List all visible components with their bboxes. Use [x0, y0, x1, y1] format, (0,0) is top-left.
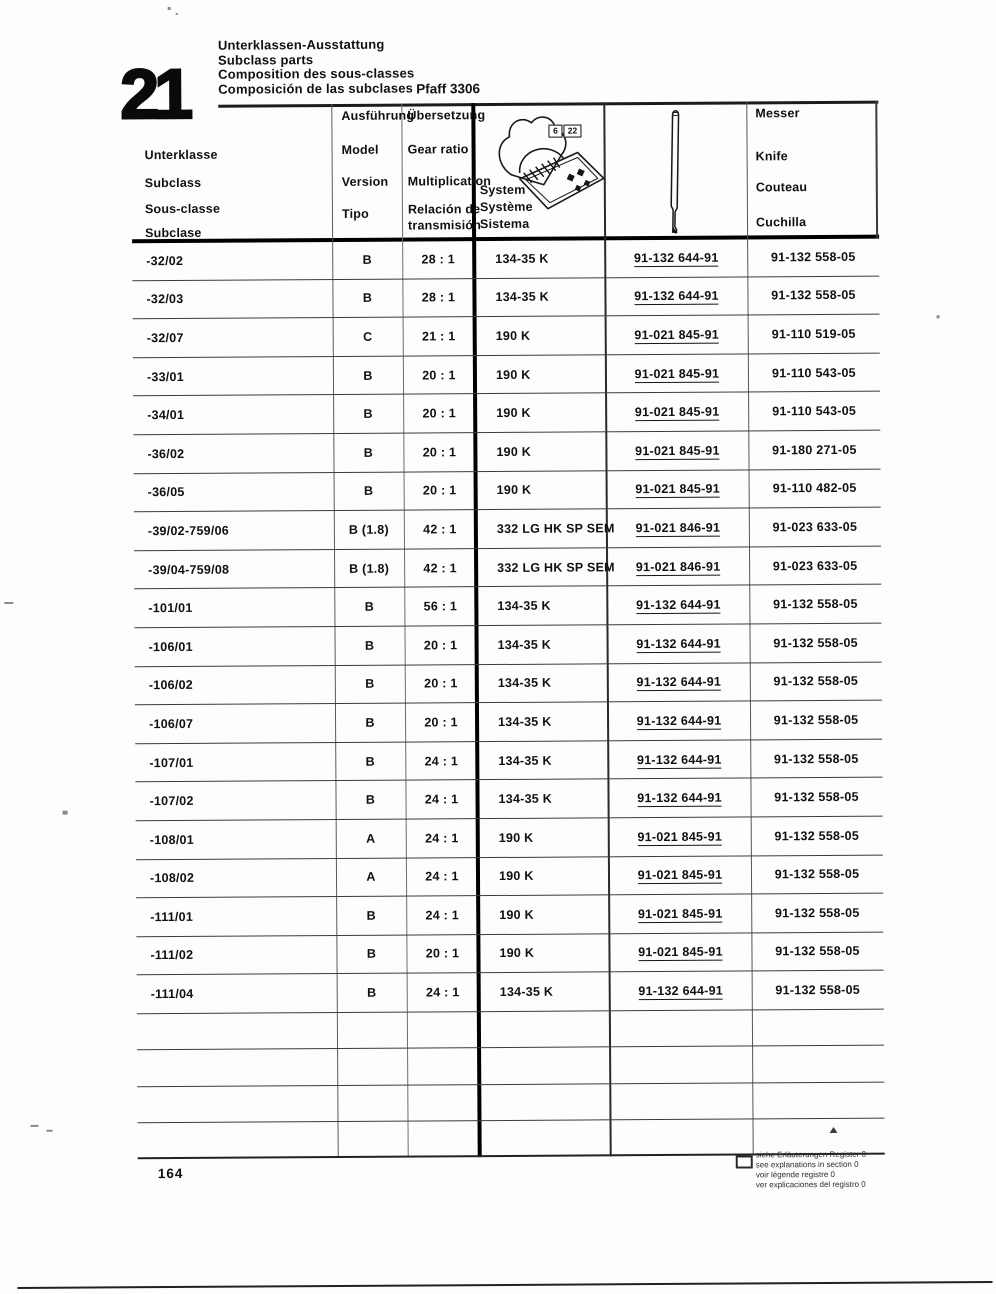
cell-needle-part-number	[608, 675, 750, 690]
needle-part-number: 91-021 845-91	[637, 867, 723, 883]
cell-knife-part-number: 91-023 633-05	[772, 519, 858, 535]
cell-version: B	[363, 368, 373, 383]
cell-version: A	[366, 870, 376, 885]
cell-gear-ratio: 20 : 1	[423, 637, 458, 653]
needle-part-number: 91-021 845-91	[637, 906, 723, 922]
cell-gear-ratio: 20 : 1	[424, 676, 458, 691]
cell-knife-part-number: 91-132 558-05	[773, 712, 859, 728]
footnote-line-es: ver explicaciones del registro 0	[755, 1179, 866, 1190]
table-row	[134, 508, 881, 551]
cell-version: B	[366, 947, 377, 962]
scan-bottom-edge	[18, 1281, 993, 1289]
cell-needle-part-number	[607, 482, 749, 497]
cell-version: B	[363, 445, 374, 460]
cell-version: C	[363, 329, 373, 344]
empty-row	[137, 1082, 884, 1123]
cell-version: B	[365, 715, 375, 730]
cell-needle-part-number	[608, 752, 750, 767]
cell-needle-system: 190 K	[498, 830, 534, 845]
scan-artifact	[937, 315, 940, 318]
cell-subclass: -106/02	[148, 678, 194, 693]
table-row	[135, 701, 882, 744]
header-version-de: Ausführung	[341, 108, 415, 123]
header-version-es: Tipo	[341, 206, 369, 221]
table-row	[135, 739, 882, 782]
title-line-en: Subclass parts	[217, 51, 314, 68]
system-reference-box: 22	[563, 124, 581, 137]
cell-knife-part-number: 91-132 558-05	[774, 905, 860, 921]
cell-gear-ratio: 56 : 1	[423, 599, 458, 614]
page-title	[218, 37, 415, 97]
needle-part-number: 91-132 644-91	[636, 713, 722, 729]
cell-needle-system: 332 LG HK SP SEM	[496, 521, 615, 536]
cell-version: B	[365, 754, 375, 769]
empty-row	[137, 1046, 884, 1087]
cell-gear-ratio: 24 : 1	[425, 908, 460, 923]
cell-gear-ratio: 24 : 1	[424, 830, 459, 846]
needle-part-number: 91-021 845-91	[635, 481, 720, 497]
cell-version: B	[364, 638, 375, 653]
cell-subclass: -111/04	[150, 986, 194, 1002]
table-row	[136, 932, 883, 975]
cell-needle-part-number	[608, 636, 750, 651]
cell-subclass: -33/01	[146, 369, 184, 384]
header-ratio-es-1: Relación de	[407, 202, 481, 217]
needle-part-number: 91-132 644-91	[636, 636, 721, 651]
page-number: 164	[157, 1165, 184, 1182]
cell-subclass: -32/02	[146, 253, 184, 268]
cell-knife-part-number: 91-132 558-05	[773, 751, 859, 766]
parts-table	[131, 101, 884, 1160]
cell-version: B	[367, 985, 377, 1000]
cell-gear-ratio: 21 : 1	[421, 329, 456, 344]
cell-subclass: -111/01	[150, 909, 194, 925]
cell-knife-part-number: 91-132 558-05	[774, 789, 859, 805]
cell-knife-part-number: 91-132 558-05	[775, 982, 861, 998]
cell-knife-part-number: 91-132 558-05	[773, 635, 858, 651]
cell-needle-part-number	[608, 713, 750, 728]
needle-part-number: 91-132 644-91	[636, 674, 722, 690]
cell-knife-part-number: 91-132 558-05	[771, 288, 856, 303]
scan-artifact	[47, 1130, 53, 1132]
needle-part-number: 91-132 644-91	[633, 250, 719, 265]
needle-part-number: 91-132 644-91	[636, 597, 721, 613]
cell-knife-part-number: 91-110 543-05	[772, 403, 857, 419]
cell-version: B (1.8)	[348, 522, 389, 537]
cell-subclass: -32/07	[146, 330, 184, 346]
cell-needle-system: 134-35 K	[498, 791, 553, 807]
table-row	[134, 585, 881, 628]
cell-subclass: -108/02	[149, 871, 195, 886]
header-system-fr: Système	[479, 199, 533, 215]
cell-subclass: -108/01	[149, 832, 194, 847]
cell-needle-system: 134-35 K	[495, 251, 549, 266]
cell-subclass: -107/01	[149, 755, 194, 770]
cell-needle-system: 190 K	[498, 869, 534, 884]
section-number: 21	[119, 54, 189, 134]
needle-part-number: 91-021 845-91	[638, 945, 723, 960]
cell-needle-part-number	[608, 791, 750, 806]
cell-knife-part-number: 91-110 543-05	[771, 365, 856, 380]
cell-needle-part-number	[607, 559, 749, 574]
table-row	[136, 817, 883, 860]
cell-subclass: -39/04-759/08	[148, 562, 230, 577]
table-right-border	[875, 101, 877, 239]
cell-knife-part-number: 91-132 558-05	[775, 944, 860, 959]
cell-gear-ratio: 20 : 1	[425, 946, 460, 961]
cell-needle-system: 134-35 K	[497, 637, 552, 652]
cell-knife-part-number: 91-132 558-05	[773, 596, 858, 612]
cell-version: B	[362, 252, 372, 267]
cell-needle-system: 134-35 K	[495, 290, 549, 305]
header-ratio-en: Gear ratio	[407, 142, 469, 157]
cell-version: B	[364, 599, 375, 614]
cell-needle-part-number	[607, 598, 749, 613]
cell-knife-part-number: 91-132 558-05	[770, 249, 856, 265]
table-row	[136, 855, 883, 898]
cell-needle-system: 190 K	[496, 405, 531, 421]
needle-part-number: 91-021 846-91	[635, 559, 721, 574]
needle-part-number: 91-021 845-91	[634, 404, 720, 420]
scan-artifact	[830, 1127, 838, 1133]
footnote-line-en: see explanations in section 0	[755, 1159, 859, 1170]
cell-needle-system: 134-35 K	[498, 714, 552, 729]
cell-subclass: -111/02	[150, 948, 194, 963]
table-row	[132, 276, 879, 319]
cell-gear-ratio: 24 : 1	[424, 753, 459, 768]
footnote-lines	[756, 1150, 867, 1191]
cell-needle-part-number	[609, 868, 751, 883]
cell-needle-system: 134-35 K	[497, 676, 552, 691]
header-subclass-es: Subclase	[145, 225, 202, 241]
cell-needle-system: 332 LG HK SP SEM	[497, 559, 615, 575]
footnote-line-de: siehe Erläuterungen Register 0	[755, 1149, 867, 1160]
cell-needle-part-number	[609, 906, 751, 921]
cell-version: B	[366, 908, 376, 923]
cell-gear-ratio: 20 : 1	[424, 715, 458, 730]
cell-gear-ratio: 42 : 1	[423, 560, 457, 575]
cell-gear-ratio: 42 : 1	[423, 522, 457, 537]
cell-subclass: -107/02	[149, 793, 194, 809]
table-row	[135, 662, 882, 705]
table-row	[133, 392, 880, 435]
footnote-line-fr: voir légende registre 0	[755, 1169, 836, 1180]
cell-needle-system: 190 K	[499, 946, 535, 961]
cell-knife-part-number: 91-180 271-05	[772, 442, 857, 458]
cell-needle-part-number	[605, 289, 747, 304]
cell-subclass: -39/02-759/06	[147, 523, 230, 539]
header-subclass-de: Unterklasse	[144, 147, 218, 163]
header-system-es: Sistema	[479, 216, 530, 232]
scan-artifact	[31, 1125, 39, 1127]
machine-model: Pfaff 3306	[416, 81, 481, 97]
scan-artifact	[176, 13, 178, 15]
scan-artifact	[4, 602, 13, 604]
table-row	[134, 469, 881, 512]
cell-gear-ratio: 20 : 1	[422, 483, 457, 498]
title-line-de: Unterklassen-Ausstattung	[217, 36, 385, 53]
cell-gear-ratio: 20 : 1	[422, 445, 457, 460]
cell-version: A	[366, 831, 376, 846]
cell-needle-system: 190 K	[496, 444, 532, 459]
cell-subclass: -101/01	[148, 601, 193, 616]
table-rows	[132, 238, 884, 1014]
cell-needle-system: 134-35 K	[497, 598, 551, 614]
header-ratio-es-2: transmisión	[407, 218, 482, 233]
cell-version: B	[365, 677, 375, 692]
cell-subclass: -36/02	[147, 446, 185, 461]
table-row	[133, 353, 880, 396]
scan-artifact	[63, 811, 68, 815]
cell-needle-part-number	[609, 829, 751, 844]
cell-version: B	[362, 291, 373, 306]
header-knife-en: Knife	[755, 149, 788, 164]
needle-part-number: 91-021 845-91	[635, 443, 720, 458]
title-line-fr: Composition des sous-classes	[218, 65, 415, 82]
needle-part-number: 91-132 644-91	[636, 752, 722, 767]
cell-version: B (1.8)	[349, 561, 390, 576]
scan-artifact	[168, 7, 171, 10]
header-subclass-en: Subclass	[144, 175, 202, 191]
table-row	[132, 238, 879, 281]
table-row	[135, 778, 882, 821]
cell-subclass: -106/07	[149, 716, 194, 732]
table-row	[137, 971, 884, 1014]
header-system-de: System	[479, 182, 526, 198]
cell-version: B	[363, 406, 373, 421]
title-line-es: Composición de las subclases	[218, 80, 414, 97]
header-version-en: Model	[341, 142, 379, 157]
cell-gear-ratio: 24 : 1	[425, 869, 459, 884]
cell-version: B	[365, 792, 376, 807]
cell-needle-part-number	[606, 366, 748, 381]
cell-knife-part-number: 91-023 633-05	[772, 558, 858, 573]
needle-part-number: 91-021 845-91	[637, 829, 723, 844]
table-row	[134, 624, 881, 667]
header-knife-fr: Couteau	[755, 180, 808, 195]
cell-needle-system: 190 K	[499, 907, 534, 922]
cell-needle-part-number	[610, 984, 752, 999]
cell-knife-part-number: 91-132 558-05	[774, 828, 860, 844]
header-knife-es: Cuchilla	[755, 215, 807, 230]
cell-needle-system: 134-35 K	[499, 984, 554, 1000]
table-row	[133, 315, 880, 358]
cell-needle-part-number	[606, 327, 748, 342]
cell-needle-part-number	[605, 250, 747, 265]
header-ratio-fr: Multiplication	[407, 174, 492, 189]
cell-subclass: -34/01	[147, 408, 185, 423]
cell-knife-part-number: 91-110 519-05	[771, 326, 856, 342]
cell-needle-part-number	[609, 945, 751, 960]
cell-needle-system: 190 K	[496, 483, 532, 498]
cell-knife-part-number: 91-132 558-05	[773, 674, 859, 689]
header-subclass-fr: Sous-classe	[144, 201, 221, 217]
cell-needle-part-number	[606, 443, 748, 458]
table-row	[134, 546, 881, 589]
checkbox-icon	[736, 1155, 753, 1168]
table-row	[136, 894, 883, 937]
cell-subclass: -106/01	[148, 639, 193, 654]
cell-gear-ratio: 28 : 1	[421, 252, 456, 267]
cell-version: B	[363, 484, 374, 499]
header-ratio-de: Übersetzung	[407, 108, 486, 123]
cell-knife-part-number: 91-110 482-05	[772, 481, 857, 496]
cell-needle-system: 190 K	[495, 328, 531, 343]
cell-needle-part-number	[607, 520, 749, 535]
cell-gear-ratio: 24 : 1	[424, 792, 459, 807]
cell-gear-ratio: 20 : 1	[422, 406, 456, 421]
cell-gear-ratio: 24 : 1	[425, 985, 460, 1000]
needle-part-number: 91-021 845-91	[634, 327, 720, 343]
cell-subclass: -32/03	[146, 292, 184, 307]
cell-needle-part-number	[606, 405, 748, 420]
empty-row	[137, 1010, 884, 1051]
needle-part-number: 91-132 644-91	[638, 983, 724, 999]
needle-part-number: 91-021 846-91	[635, 520, 721, 536]
cell-needle-system: 134-35 K	[498, 753, 552, 768]
needle-part-number: 91-132 644-91	[634, 289, 719, 304]
cell-gear-ratio: 20 : 1	[422, 367, 456, 383]
header-knife-de: Messer	[755, 106, 800, 121]
cell-knife-part-number: 91-132 558-05	[774, 867, 860, 882]
system-reference-box: 6	[548, 125, 562, 138]
cell-gear-ratio: 28 : 1	[421, 290, 456, 305]
table-empty-rows	[137, 1010, 885, 1160]
needle-part-number: 91-021 845-91	[634, 366, 720, 381]
table-row	[133, 431, 880, 474]
header-version-fr: Version	[341, 174, 389, 189]
cell-subclass: -36/05	[147, 485, 185, 500]
footnote	[736, 1150, 867, 1191]
needle-part-number: 91-132 644-91	[637, 790, 722, 806]
cell-needle-system: 190 K	[495, 367, 531, 382]
